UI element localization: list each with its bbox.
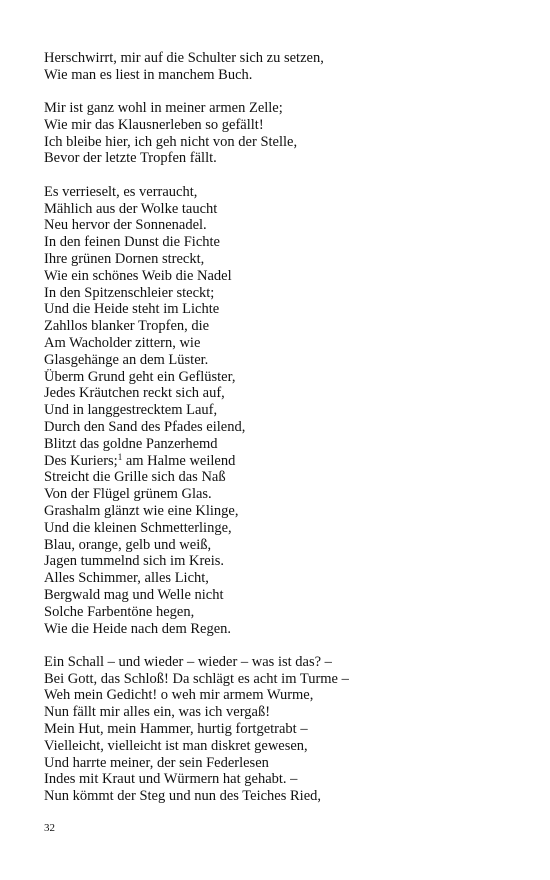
verse-line: Am Wacholder zittern, wie xyxy=(44,334,201,351)
verse-line: Nun fällt mir alles ein, was ich vergaß! xyxy=(44,704,271,721)
verse-line: Bevor der letzte Tropfen fällt. xyxy=(44,150,217,167)
verse-line: Bei Gott, das Schloß! Da schlägt es acht im Turme – xyxy=(44,670,349,687)
verse-line: Jagen tummelnd sich im Kreis. xyxy=(44,553,225,570)
stanza xyxy=(44,184,524,638)
verse-line: Ich bleibe hier, ich geh nicht von der Stelle, xyxy=(44,133,298,150)
verse-line: Solche Farbentöne hegen, xyxy=(44,603,195,620)
verse-line: Mir ist ganz wohl in meiner armen Zelle; xyxy=(44,100,283,117)
verse-line: Streicht die Grille sich das Naß xyxy=(44,469,226,486)
verse-line: Und die kleinen Schmetterlinge, xyxy=(44,519,232,536)
verse-line: Jedes Kräutchen reckt sich auf, xyxy=(44,385,225,402)
verse-line: Überm Grund geht ein Geflüster, xyxy=(44,368,236,385)
verse-line: Blau, orange, gelb und weiß, xyxy=(44,536,212,553)
verse-line: Bergwald mag und Welle nicht xyxy=(44,586,224,603)
stanza xyxy=(44,50,524,84)
verse-line: Wie mir das Klausnerleben so gefällt! xyxy=(44,116,264,133)
verse-line: Weh mein Gedicht! o weh mir armem Wurme, xyxy=(44,687,314,704)
verse-line: Mein Hut, mein Hammer, hurtig fortgetrabt – xyxy=(44,720,308,737)
verse-line: Neu hervor der Sonnenadel. xyxy=(44,217,207,234)
verse-line: Ihre grünen Dornen streckt, xyxy=(44,250,205,267)
verse-line: Zahllos blanker Tropfen, die xyxy=(44,318,210,335)
verse-line: In den Spitzenschleier steckt; xyxy=(44,284,215,301)
footnote-marker: 1 xyxy=(117,451,123,462)
verse-line: Und die Heide steht im Lichte xyxy=(44,301,220,318)
verse-line: Wie ein schönes Weib die Nadel xyxy=(44,267,232,284)
verse-line: Es verrieselt, es verraucht, xyxy=(44,183,198,200)
verse-line: Glasgehänge an dem Lüster. xyxy=(44,351,209,368)
verse-line: Und harrte meiner, der sein Federlesen xyxy=(44,754,269,771)
verse-line: Wie man es liest in manchem Buch. xyxy=(44,66,253,83)
verse-line: Blitzt das goldne Panzerhemd xyxy=(44,435,218,452)
verse-line: Durch den Sand des Pfades eilend, xyxy=(44,418,246,435)
verse-line: Herschwirrt, mir auf die Schulter sich zu setzen, xyxy=(44,50,324,66)
verse-line: Und in langgestrecktem Lauf, xyxy=(44,402,218,419)
verse-line: Wie die Heide nach dem Regen. xyxy=(44,620,232,637)
verse-text: am Halme weilend xyxy=(122,452,236,469)
verse-line xyxy=(44,453,524,470)
verse-line: Nun kömmt der Steg und nun des Teiches Ried, xyxy=(44,788,322,805)
verse-line: Indes mit Kraut und Würmern hat gehabt. – xyxy=(44,771,298,788)
stanza xyxy=(44,100,524,167)
stanza xyxy=(44,654,524,805)
verse-line: Alles Schimmer, alles Licht, xyxy=(44,570,209,587)
verse-line: Von der Flügel grünem Glas. xyxy=(44,486,212,503)
page-number: 32 xyxy=(44,822,55,834)
verse-text: Des Kuriers; xyxy=(44,452,118,469)
verse-line: In den feinen Dunst die Fichte xyxy=(44,234,220,251)
verse-line: Mählich aus der Wolke taucht xyxy=(44,200,218,217)
verse-line: Ein Schall – und wieder – wieder – was ist das? – xyxy=(44,653,332,670)
verse-line: Vielleicht, vielleicht ist man diskret gewesen, xyxy=(44,737,308,754)
poem-body xyxy=(44,50,524,821)
verse-line: Grashalm glänzt wie eine Klinge, xyxy=(44,502,239,519)
